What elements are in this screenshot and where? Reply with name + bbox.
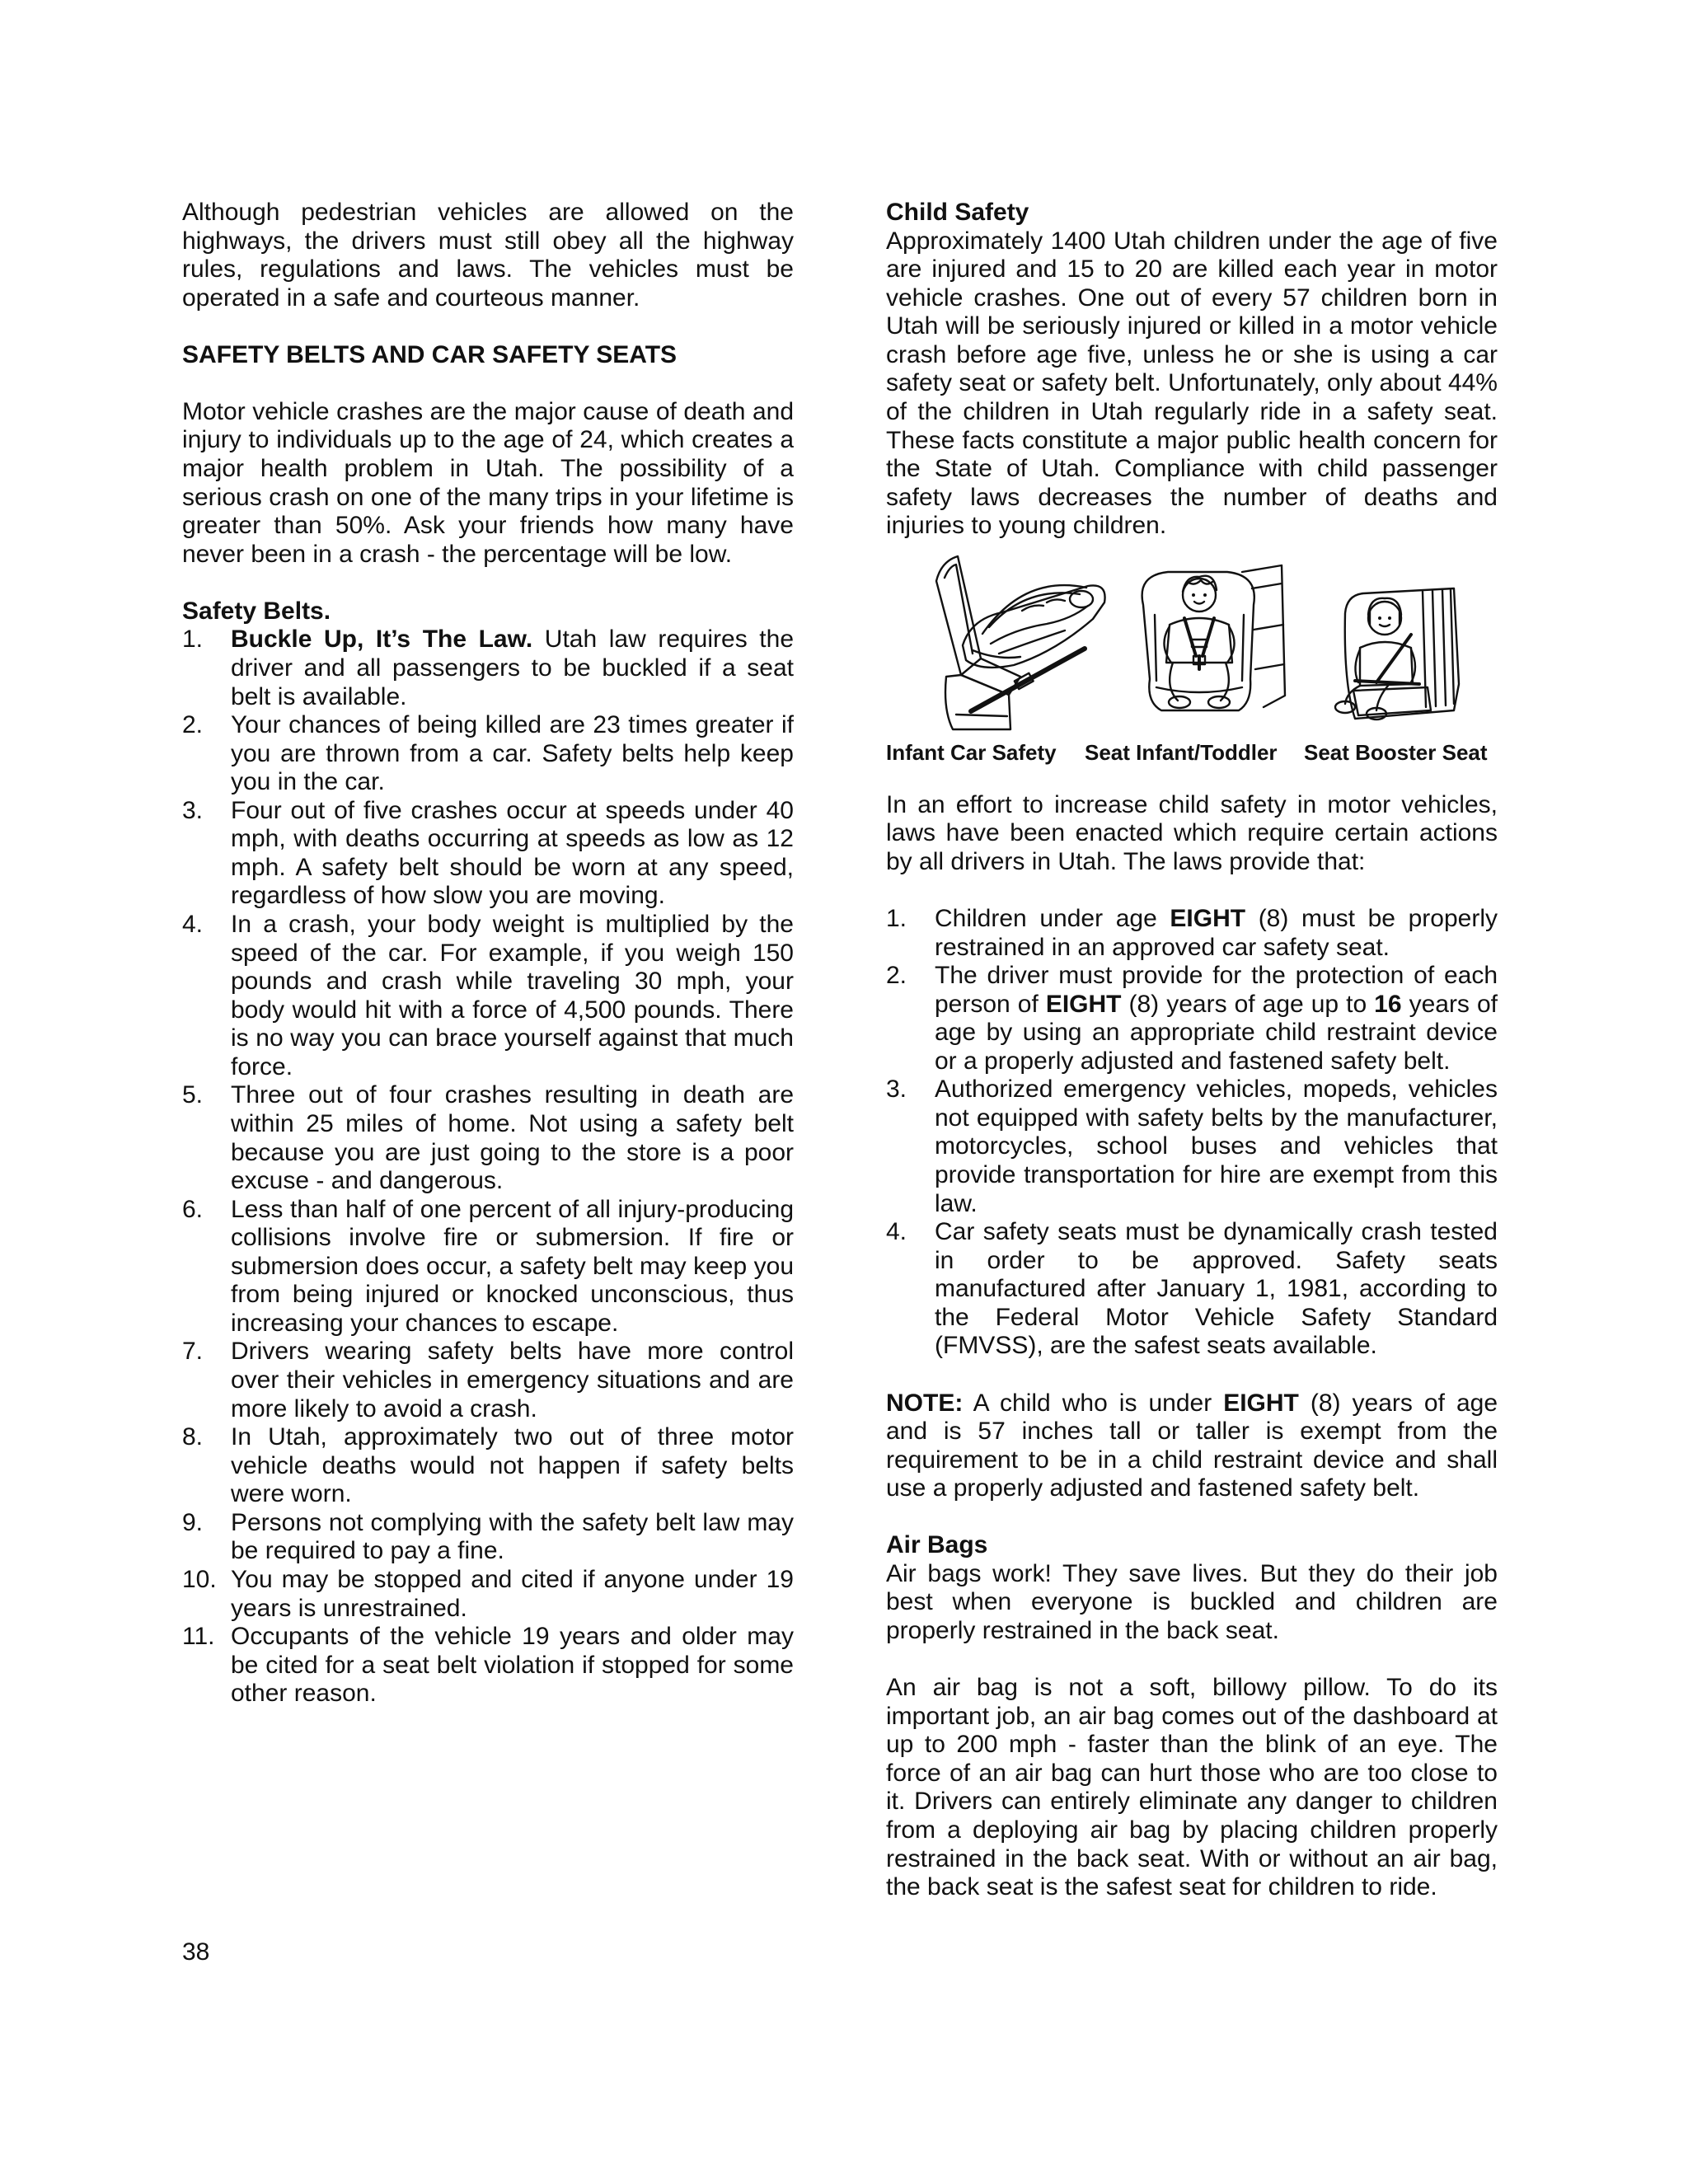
booster-seat-illustration [1330,585,1463,727]
list-number: 11. [182,1623,215,1651]
bold-text-run: 16 [1374,990,1402,1018]
infant-carrier [963,585,1105,668]
list-item-text [231,1566,794,1623]
harness-straps [1184,618,1214,669]
laws-intro-paragraph: In an effort to increase child safety in motor vehicles, laws have been enacted which require certain actions by all drivers in Utah. The laws provide that: [886,790,1498,875]
list-number: 2. [886,962,907,990]
car-seat-figure [886,541,1498,791]
list-item-text [231,1423,794,1509]
list-item [182,1196,794,1338]
note-paragraph [886,1390,1498,1503]
text-run: Car safety seats must be dynamically crash tested in order to be approved. Safety seats manufactured after January 1, 1981, according to the Federal Motor Vehicle Safety Standard (FMVSS), are the safest seats available. [935,1218,1498,1360]
list-number: 1. [886,904,907,932]
list-item-text [231,1081,794,1195]
list-number: 1. [182,626,204,654]
text-run: Persons not complying with the safety belt law may be required to pay a fine. [231,1508,794,1565]
text-run: Occupants of the vehicle 19 years and older may be cited for a seat belt violation if stopped for some other reason. [231,1623,794,1708]
list-item [886,962,1498,1076]
vehicle-seat [936,556,1020,729]
list-item-text [231,711,794,797]
subheading-safety-belts: Safety Belts. [182,597,331,625]
list-item [886,1218,1498,1361]
text-run: (8) years of age up to [1121,990,1375,1018]
text-run: Four out of five crashes occur at speeds under 40 mph, with deaths occurring at speeds as low as 12 mph. A safety belt should be worn at any speed, regardless of how slow you are moving. [231,796,794,910]
list-item [182,1509,794,1566]
left-column [182,199,794,1736]
list-item-text [231,1338,794,1423]
text-run: A child who is under [963,1389,1224,1417]
text-run: (8) years of age and is 57 inches tall or taller is exempt from the requirement to be in a child restraint device and shall use a properly adjusted and fastened safety belt. [886,1389,1498,1502]
list-item [886,905,1498,962]
list-item-text [935,1218,1498,1361]
air-bags-paragraph-1: Air bags work! They save lives. But they do their job best when everyone is buckled and children are properly restrained in the back seat. [886,1559,1498,1645]
text-run: years of age by using an appropriate child restraint device or a properly adjusted and fastened safety belt. [935,990,1498,1075]
heading-child-safety: Child Safety [886,199,1029,226]
text-run: Children under age [935,904,1170,932]
text-run: Three out of four crashes resulting in death are within 25 miles of home. Not using a safety belt because you are just going to the store is a poor excuse - and dangerous. [231,1081,794,1195]
bold-text-run: NOTE: [886,1389,964,1417]
list-number: 4. [182,911,204,939]
child-figure [1164,575,1234,707]
figure-caption-seat-booster-seat: Seat Booster Seat [1304,739,1488,765]
list-item [182,1338,794,1423]
list-item [182,1423,794,1509]
air-bags-paragraph-2: An air bag is not a soft, billowy pillow. To do its important job, an air bag comes out of the dashboard at up to 200 mph - faster than the blink of an eye. The force of an air bag can hurt those who are too close to it. Drivers can entirely eliminate any danger to children from a deploying air bag by placing children properly restrained in the back seat. With or without an air bag, the back seat is the safest seat for children to ride. [886,1674,1498,1901]
list-number: 10. [182,1565,217,1593]
list-item-text [231,1623,794,1708]
list-number: 7. [182,1338,204,1366]
text-run: The driver must provide for the protection of each person of [935,962,1498,1018]
list-item-text [935,905,1498,962]
list-item [182,911,794,1081]
bold-text-run: Buckle Up, It’s The Law. [231,626,533,654]
list-number: 5. [182,1081,204,1109]
text-run: You may be stopped and cited if anyone under 19 years is unrestrained. [231,1565,794,1622]
figure-caption-seat-infant-toddler: Seat Infant/Toddler [1085,739,1278,765]
safety-belts-list [182,626,794,1708]
bold-text-run: EIGHT [1170,904,1246,932]
child-safety-paragraph: Approximately 1400 Utah children under the age of five are injured and 15 to 20 are killed each year in motor vehicle crashes. One out of every 57 children born in Utah will be seriously injured or killed in a motor vehicle crash before age five, unless he or she is using a car safety seat or safety belt. Unfortunately, only about 44% of the children in Utah regularly ride in a safety seat. These facts constitute a major public health concern for the State of Utah. Compliance with child passenger safety laws decreases the number of deaths and injuries to young children. [886,227,1498,540]
list-item-text [231,797,794,911]
text-run: In Utah, approximately two out of three motor vehicle deaths would not happen if safety belts were worn. [231,1423,794,1508]
lap-belt [1355,681,1419,684]
list-item [182,1081,794,1195]
list-item [182,1566,794,1623]
child-restraint-laws-list [886,905,1498,1361]
list-number: 8. [182,1423,204,1451]
list-item [886,1076,1498,1218]
bold-text-run: EIGHT [1045,990,1122,1018]
toddler-car-seat-illustration [1118,564,1288,713]
text-run: (8) must be properly restrained in an approved car safety seat. [935,904,1498,961]
text-run: Authorized emergency vehicles, mopeds, vehicles not equipped with safety belts by the manufacturer, motorcycles, school buses and vehicles that provide transportation for hire are exempt from this law. [935,1076,1498,1217]
list-item-text [231,1509,794,1566]
section-heading-safety-belts: SAFETY BELTS AND CAR SAFETY SEATS [182,340,678,368]
vehicle-seat [1345,588,1459,719]
figure-caption-infant-car-safety: Infant Car Safety [886,739,1057,765]
right-column [886,199,1498,1930]
text-run: Drivers wearing safety belts have more control over their vehicles in emergency situations and are more likely to avoid a crash. [231,1338,794,1422]
list-item-text [231,626,794,711]
bold-text-run: EIGHT [1223,1389,1299,1417]
motor-vehicle-crashes-paragraph: Motor vehicle crashes are the major cause of death and injury to individuals up to the age of 24, which creates a major health problem in Utah. The possibility of a serious crash on one of the many trips in your lifetime is greater than 50%. Ask your friends how many have never been in a crash - the percentage will be low. [182,397,794,568]
list-item-text [231,1196,794,1338]
list-number: 2. [182,711,204,739]
vehicle-seat [1242,565,1285,707]
list-item-text [231,911,794,1081]
booster-seat [1353,687,1431,715]
list-item-text [935,962,1498,1076]
list-item [182,626,794,711]
list-item [182,711,794,797]
text-run: Less than half of one percent of all injury-producing collisions involve fire or submersion. If fire or submersion does occur, a safety belt may keep you from being injured or knocked unconscious, thus increasing your chances to escape. [231,1195,794,1337]
pedestrian-vehicles-paragraph: Although pedestrian vehicles are allowed on the highways, the drivers must still obey all the highway rules, regulations and laws. The vehicles must be operated in a safe and courteous manner. [182,199,794,312]
child-figure [1335,598,1415,719]
seat-belt [971,649,1085,711]
text-run: Utah law requires the driver and all passengers to be buckled if a seat belt is available. [231,626,794,710]
toddler-car-seat [1142,572,1254,710]
list-number: 3. [886,1076,907,1104]
text-run: In a crash, your body weight is multiplied by the speed of the car. For example, if you weigh 150 pounds and crash while traveling 30 mph, your body would hit with a force of 4,500 pounds. There is no way you can brace yourself against that much force. [231,911,794,1080]
infant-car-seat-illustration [923,553,1110,733]
text-run: Your chances of being killed are 23 times greater if you are thrown from a car. Safety belts help keep you in the car. [231,711,794,796]
list-item [182,1623,794,1708]
list-number: 9. [182,1508,204,1536]
list-number: 4. [886,1218,907,1246]
list-item-text [935,1076,1498,1218]
list-number: 6. [182,1195,204,1223]
heading-air-bags: Air Bags [886,1531,988,1559]
list-item [182,797,794,911]
page-number: 38 [182,1938,210,1966]
list-number: 3. [182,796,204,824]
